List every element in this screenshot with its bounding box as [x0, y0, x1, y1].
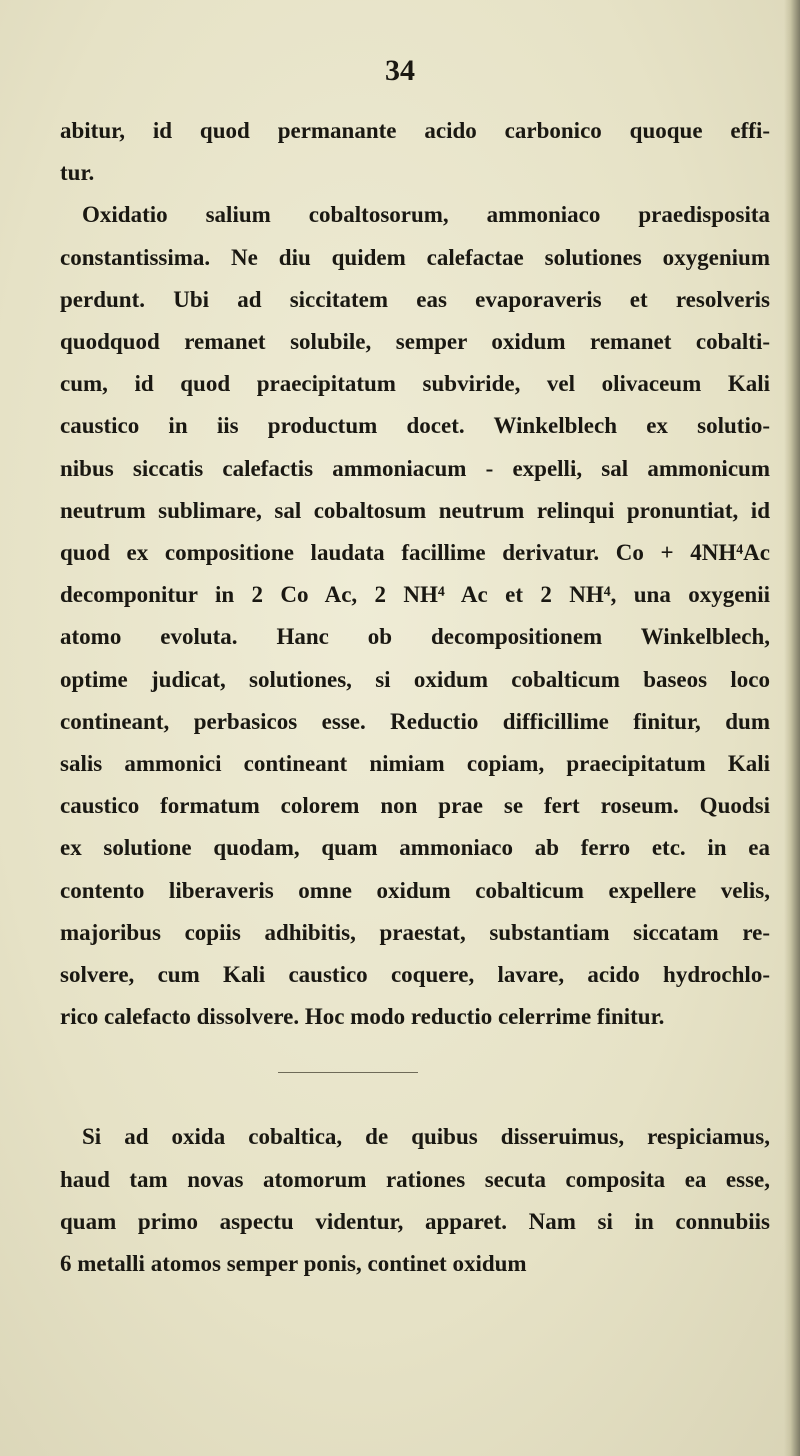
- text-line: tur.: [60, 160, 95, 186]
- text-line: caustico in iis productum docet. Winkelblech ex solutio-: [60, 413, 770, 439]
- text-line: haud tam novas atomorum rationes secuta composita ea esse,: [60, 1166, 770, 1192]
- text-line: majoribus copiis adhibitis, praestat, substantiam siccatam re-: [60, 919, 770, 945]
- text-line: constantissima. Ne diu quidem calefactae solutiones oxygenium: [60, 244, 770, 270]
- text-line: solvere, cum Kali caustico coquere, lavare, acido hydrochlo-: [60, 962, 770, 988]
- formula-line: quod ex compositione laudata facillime derivatur. Co + 4NH⁴Ac: [60, 540, 770, 566]
- text-line: rico calefacto dissolvere. Hoc modo reductio celerrime finitur.: [60, 1004, 665, 1030]
- section-divider: [60, 1038, 770, 1116]
- page-edge-shadow: [784, 0, 800, 1456]
- formula-line: decomponitur in 2 Co Ac, 2 NH⁴ Ac et 2 NH⁴, una oxygenii: [60, 582, 770, 608]
- text-line: 6 metalli atomos semper ponis, continet oxidum: [60, 1251, 527, 1277]
- text-line: neutrum sublimare, sal cobaltosum neutrum relinqui pronuntiat, id: [60, 497, 770, 523]
- text-line: Oxidatio salium cobaltosorum, ammoniaco praedisposita: [82, 202, 770, 228]
- text-line: abitur, id quod permanante acido carbonico quoque effi-: [60, 118, 770, 143]
- paragraph-1: [60, 110, 770, 194]
- text-line: Si ad oxida cobaltica, de quibus disseruimus, respiciamus,: [82, 1124, 770, 1150]
- text-line: quam primo aspectu videntur, apparet. Nam si in connubiis: [60, 1208, 770, 1234]
- page-number: 34: [385, 54, 415, 87]
- text-line: caustico formatum colorem non prae se fert roseum. Quodsi: [60, 793, 770, 819]
- page-body: [60, 110, 770, 1285]
- text-line: quodquod remanet solubile, semper oxidum remanet cobalti-: [60, 329, 770, 355]
- text-line: ex solutione quodam, quam ammoniaco ab ferro etc. in ea: [60, 835, 770, 861]
- text-line: nibus siccatis calefactis ammoniacum - expelli, sal ammonicum: [60, 455, 770, 481]
- text-line: contento liberaveris omne oxidum cobalticum expellere velis,: [60, 877, 770, 903]
- text-line: salis ammonici contineant nimiam copiam, praecipitatum Kali: [60, 751, 770, 777]
- text-line: optime judicat, solutiones, si oxidum cobalticum baseos loco: [60, 666, 770, 692]
- paragraph-2: [60, 194, 770, 1038]
- text-line: contineant, perbasicos esse. Reductio difficillime finitur, dum: [60, 708, 770, 734]
- text-line: perdunt. Ubi ad siccitatem eas evaporaveris et resolveris: [60, 286, 770, 312]
- text-line: cum, id quod praecipitatum subviride, vel olivaceum Kali: [60, 371, 770, 397]
- horizontal-rule: [278, 1072, 418, 1073]
- text-line: atomo evoluta. Hanc ob decompositionem Winkelblech,: [60, 624, 770, 650]
- paragraph-3: [60, 1116, 770, 1285]
